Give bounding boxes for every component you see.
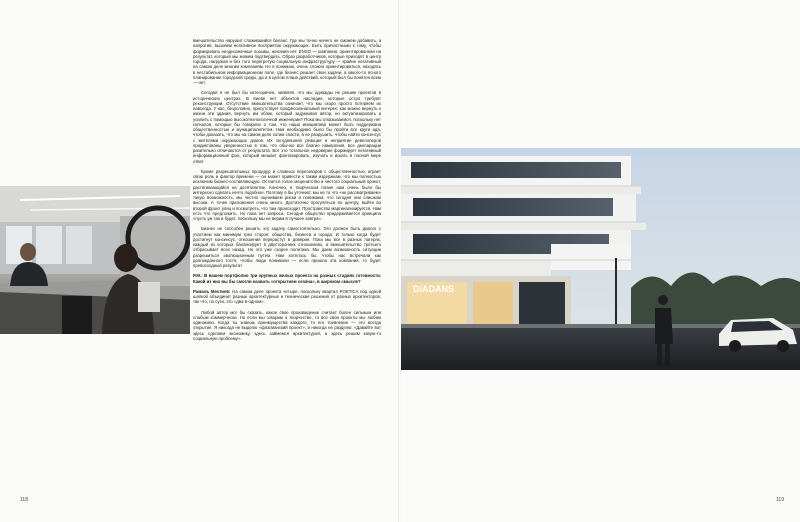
interview-question: Р.М.: В вашем портфолио три крупных жилых проекта на разных стадиях готовности. Какой из них вы бы смогли назвать «открытием сезона», в широком смысле? [193,273,381,284]
office-interview-photo [0,186,190,334]
article-text-column [193,38,381,346]
left-page [0,0,399,522]
street-lamp [615,258,617,328]
paragraph: Бизнес не способен решить эту задачу самостоятельно. Это должен быть диалог с участием как минимум трех сторон: общества, бизнеса и города. И только когда будет достигнут консенсус, отношения перерастут в доверие. Пока мы все в разных лагерях, каждый из которых балансирует в двусторонних отношениях, а вмешательство третьего отбрасывает всех назад. Но это уже скорее политика. Мы даем возможность ситуации разрешиться эволюционным путем. Нам хотелось бы, чтобы нас встречали как долгожданного гостя, чтобы люди понимали — если пришла эта компания, то будет превосходный результат. [193,226,381,268]
residential-building-illustration [401,148,800,370]
answer-speaker: Рамаль Мехтиев: [193,288,231,294]
paragraph: Любой автор мог бы сказать, какое свое произведение считает более сильным или слабым коммерчески. Но если мы говорим о творчестве, то все свои проекты мы любим одинаково. Когда ты знаешь преимущества каждого, то его тоевление — это всегда открытие. Я никогда не выделю «флагманский проект», и никогда не разделю: «Давайте вот здесь сделаем экономику, здесь займемся архитектурой, а здесь решим какую-то социальную проблему». [193,309,381,341]
paragraph: Кроме разрешательных процедур и сложных переговоров с общественностью, играет свою роль и фактор времени — он может привести к таким издержкам, что мы полностью исключим бизнес-составляющую. Остается голое меценатство и чистого социальный проект, растягивающийся на десятилетие. Конечно, в творческом плане нам очень было бы интересно сделать нечто подобное. Поэтому я бы уточнил: мы не то что «не рассматриваем» такую возможность, мы честно оцениваем риски и понимаем, что сегодня они слишком высоки. А точек приложения очень много. Достаточно прогуляться по центру, выйти во второй фронт улиц и посмотреть, что там происходит. Пространство маргинализируется. Нам есть что предложить. Но пока нет запроса. Сегодня общество придерживается принципа «пусть уж так и будет, поскольку мы не верим в лучшее завтра». [193,168,382,221]
page-number-right: 119 [776,497,784,503]
building-render-photo [401,148,800,370]
page-number-left: 118 [20,497,28,503]
interview-answer [193,289,381,305]
paragraph: Сегодня я не был бы категоричен, заявляя, что мы однажды не решим проектов в исторических центрах. В Киеве нет объектов наследия, которые остро требуют реконструкции. Отсутствие вмешательства означает, что мы скоро просто потеряем их навсегда. У нас, безусловно, присутствует профессиональный интерес: как можно вернуть к жизни эти здания, вернуть им облик, который задумывал автор, но актуализировать и усилить с помощью высокотехнологичной инженерии? Пока мы отказываемся, поскольку нет сигналов, которые бы говорили о том, что наша инициатива может быть поддержана общественностью и муниципалитетом. Нам необходимо было бы пройти все круги ада, чтобы доказать, что мы на самом деле хотим спасти, а не разрушить, чтобы найти консенсус с жителями окружающих домов. Их сегодняшняя реакция и неприятие девелоперов продиктованы уверенностью в том, что обычно все благие намерения, все декларации разительно отличаются от результата. Вот это тотальное недоверие формирует негативный информационный фон, который мешает фантазировать, изучать и искать в полной мере ответ. [193,90,381,164]
answer-text: На самом деле проекта четыре, поскольку квартал POETICA под одной шапкой объединит разные архитектурные и технические решения от разных архитекторов, так что, по сути, это «два-в-одном». [193,288,381,305]
paragraph: вмешательство нарушит сложившийся баланс. Где мы точно ничего не сможем добавить, а напротив, вызовем негативное восприятие окружающих. Быть причастными к тому, чтобы формировать неоднозначные позывы, желания нет. ENSO — компания, ориентированная на результат, который мы можем подтвердить. Образ разработчиков, которые приходят в центр города, нагружая и без того перегретую социальную инфраструктуру — крайне негативный на самом деле многим компаниям. Но я понимаю, очень сложно ориентироваться, находясь в нестабильном информационном поле, где бизнес решает свои задачи, а какого-то ясного планирования городской среды, да и в целом плана действий, который был бы понятен всем — нет. [193,38,381,85]
building-sign: DIADANS [413,284,455,294]
office-scene-illustration [0,186,190,334]
